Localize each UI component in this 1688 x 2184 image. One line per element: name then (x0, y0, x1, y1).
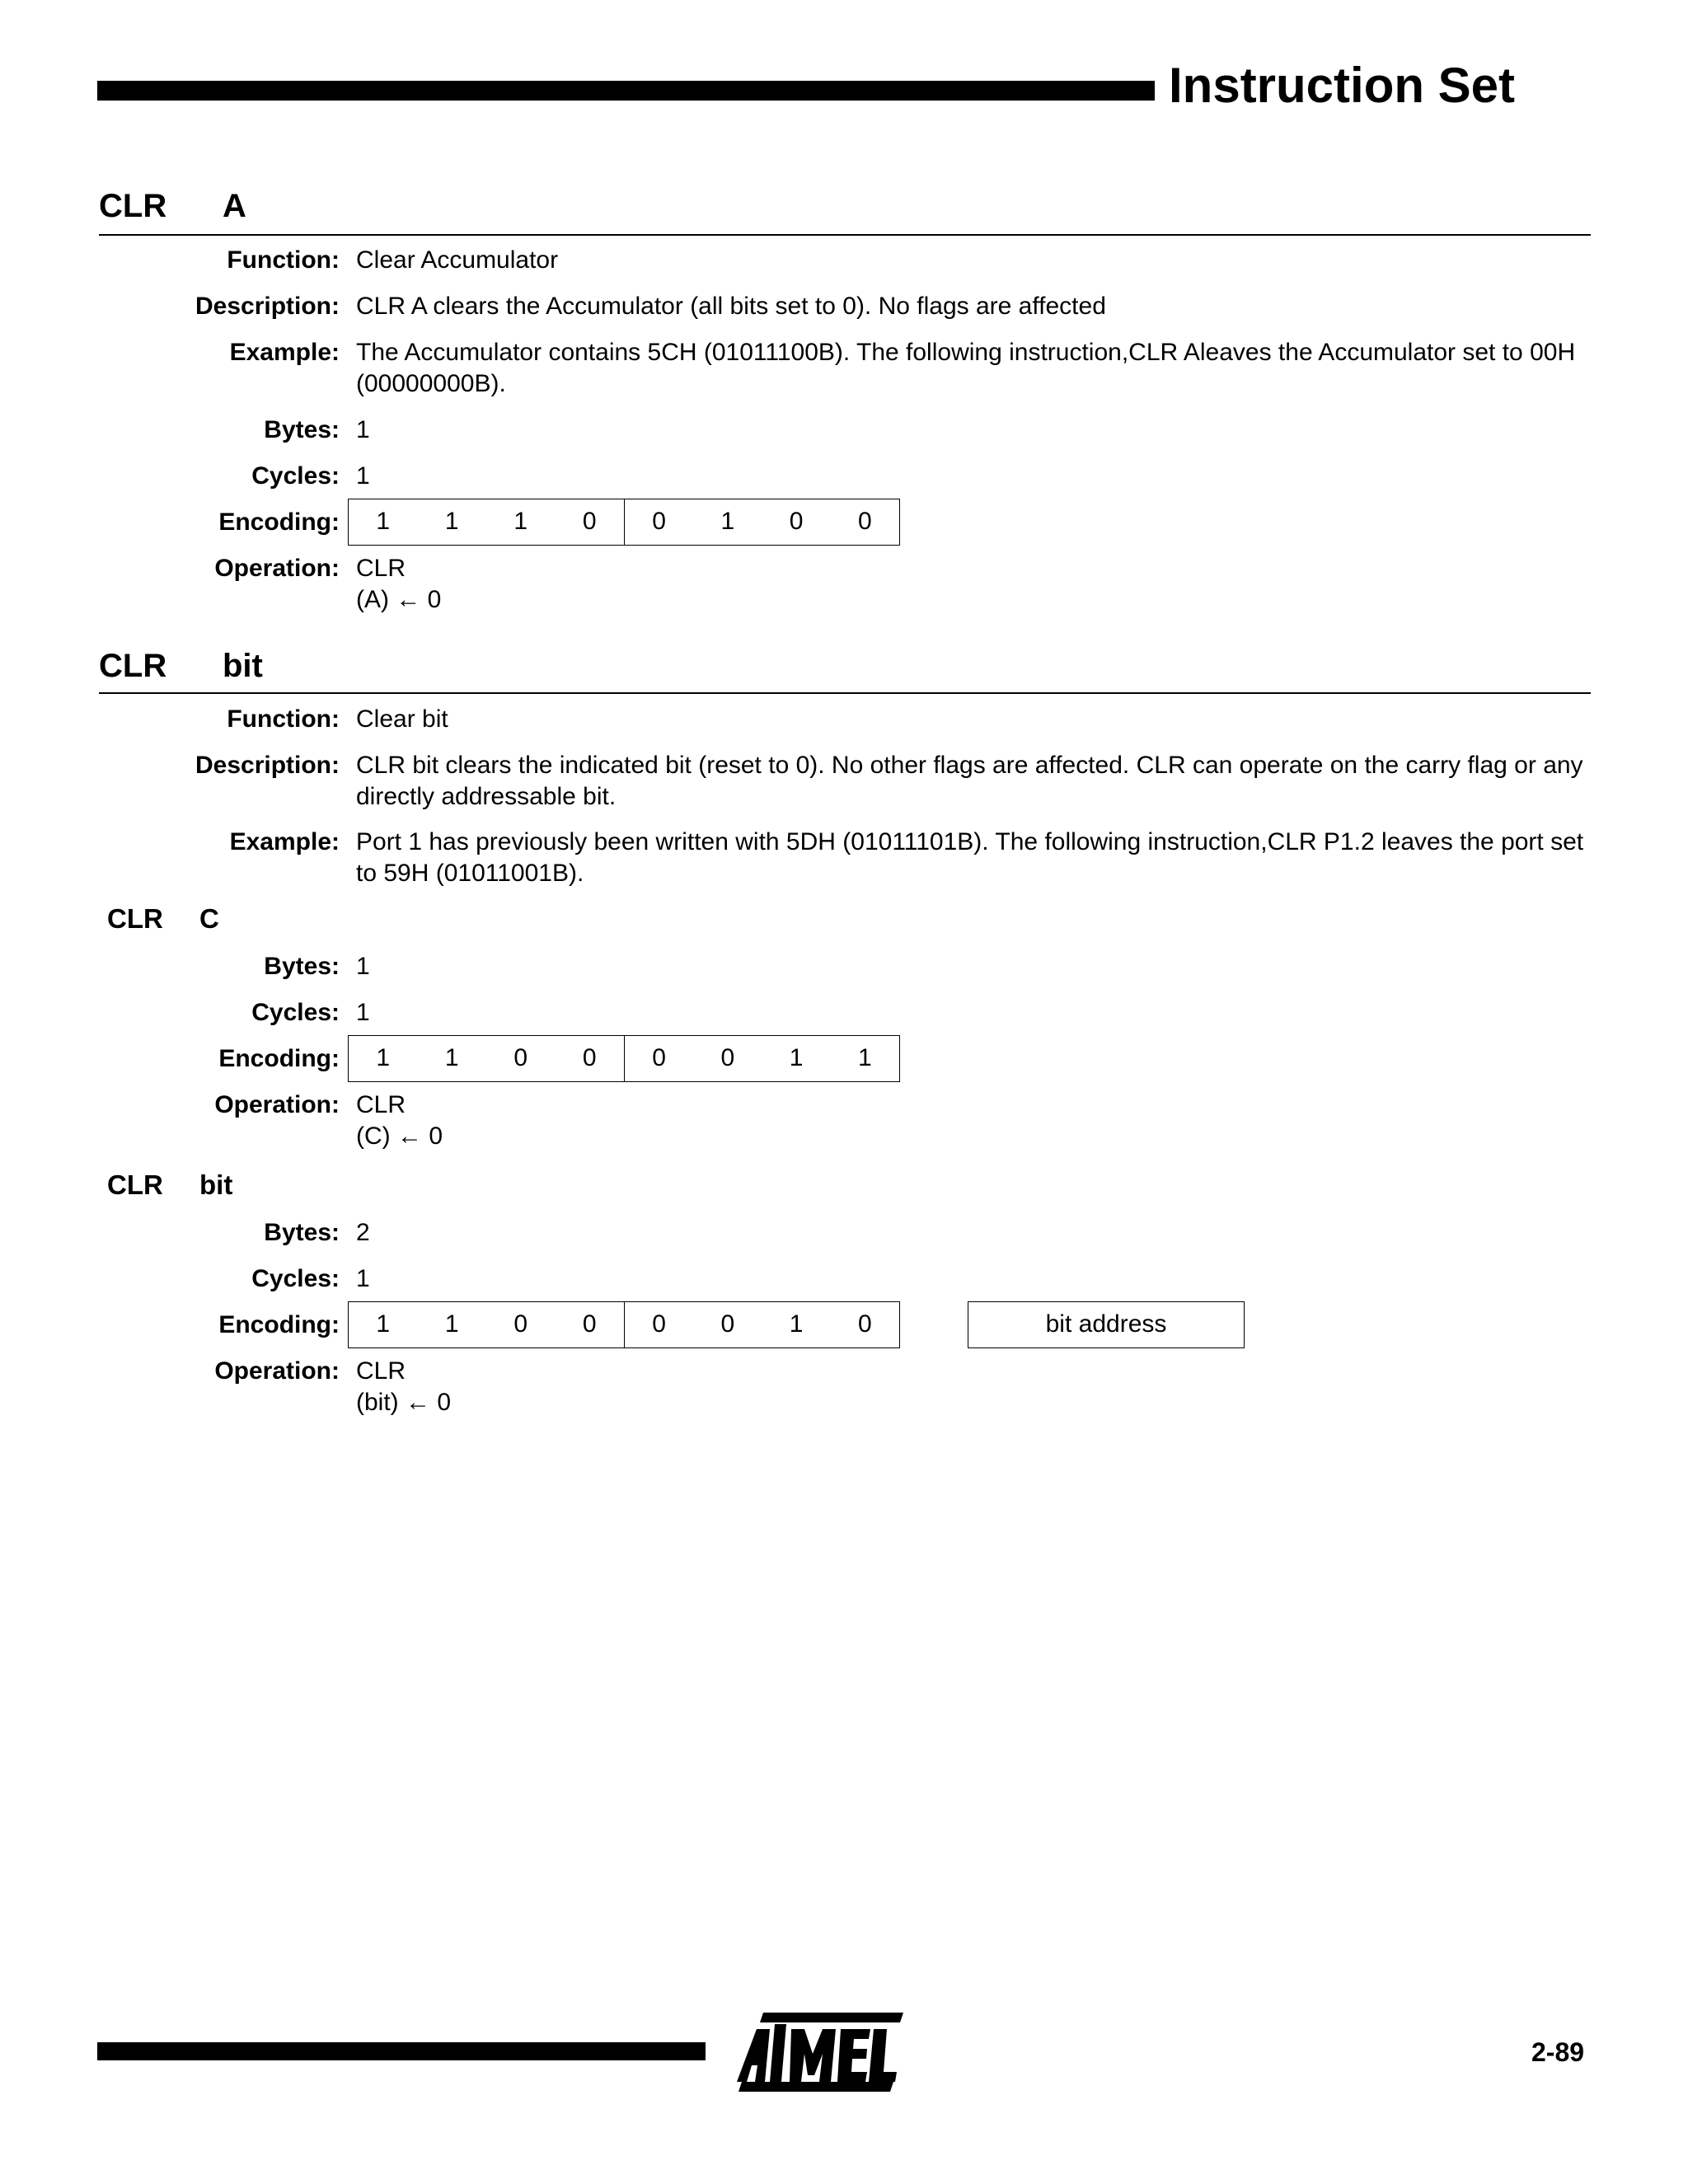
footer-rule (97, 2042, 706, 2060)
header-rule (97, 81, 1155, 101)
description-line-2: directly addressable bit. (356, 783, 617, 810)
operation-value (356, 553, 1592, 616)
encoding-bit: 0 (582, 1044, 597, 1071)
encoding-bit: 0 (582, 508, 597, 535)
encoding-bit: 0 (789, 508, 804, 535)
operation-label: Operation: (214, 555, 340, 582)
example-line-1: The Accumulator contains 5CH (01011100B). The following instruction,CLR Aleaves the Accumulator set to 00H (356, 339, 1576, 366)
section-rule (99, 234, 1591, 236)
example-label: Example: (229, 828, 340, 855)
subsection-mnemonic: CLR (107, 1169, 163, 1200)
encoding-bit: 0 (513, 1044, 528, 1071)
operation-line-1: CLR (356, 555, 406, 582)
encoding-bit: 0 (513, 1310, 528, 1338)
encoding-bit: 1 (789, 1044, 804, 1071)
encoding-bit: 0 (720, 1310, 735, 1338)
operation-label: Operation: (214, 1091, 340, 1118)
cycles-label: Cycles: (251, 1265, 340, 1292)
encoding-bit: 1 (444, 1044, 459, 1071)
operation-line-2: (bit) ← 0 (356, 1389, 452, 1416)
page-number: 2-89 (1531, 2037, 1585, 2067)
section-rule (99, 692, 1591, 694)
description-label: Description: (195, 293, 340, 320)
function-label: Function: (227, 705, 340, 733)
section-operand: A (223, 188, 246, 224)
cycles-value: 1 (356, 462, 370, 490)
cycles-label: Cycles: (251, 462, 340, 490)
encoding-bit: 0 (652, 1044, 666, 1071)
example-value (356, 827, 1592, 889)
operation-line-1: CLR (356, 1091, 406, 1118)
encoding-bit: 0 (652, 1310, 666, 1338)
encoding-bit: 0 (858, 1310, 872, 1338)
encoding-bit: 0 (720, 1044, 735, 1071)
cycles-value: 1 (356, 1265, 370, 1292)
encoding-bit: 1 (444, 1310, 459, 1338)
function-value: Clear Accumulator (356, 246, 559, 274)
encoding-low-nibble (624, 1302, 899, 1347)
bytes-label: Bytes: (264, 1219, 340, 1246)
encoding-bit: 1 (513, 508, 528, 535)
description-line-1: CLR bit clears the indicated bit (reset to 0). No other flags are affected. CLR can operate on the carry flag or any (356, 752, 1583, 779)
cycles-value: 1 (356, 999, 370, 1026)
example-value (356, 337, 1592, 400)
subsection-operand: bit (199, 1169, 233, 1200)
subsection-title-clr-bit (107, 1169, 233, 1202)
subsection-operand: C (199, 903, 219, 934)
function-value: Clear bit (356, 705, 448, 733)
bytes-label: Bytes: (264, 416, 340, 443)
encoding-bit: 1 (858, 1044, 872, 1071)
description-value: CLR A clears the Accumulator (all bits set to 0). No flags are affected (356, 293, 1106, 320)
encoding-bit: 0 (652, 508, 666, 535)
bytes-value: 1 (356, 953, 370, 980)
bytes-value: 2 (356, 1219, 370, 1246)
encoding-bit: 1 (444, 508, 459, 535)
section-operand: bit (223, 648, 263, 684)
bytes-label: Bytes: (264, 953, 340, 980)
section-mnemonic: CLR (99, 648, 167, 684)
encoding-box (348, 499, 900, 546)
encoding-low-nibble (624, 1036, 899, 1081)
page-title: Instruction Set (1169, 58, 1516, 113)
section-title-clr-bit (99, 646, 263, 686)
operation-value (356, 1356, 1592, 1418)
encoding-bit: 1 (376, 1044, 391, 1071)
encoding-bit: 1 (376, 508, 391, 535)
encoding-label: Encoding: (218, 1311, 340, 1338)
operation-line-2: (C) ← 0 (356, 1122, 443, 1150)
section-mnemonic: CLR (99, 188, 167, 224)
operation-line-1: CLR (356, 1357, 406, 1385)
encoding-high-nibble (349, 499, 624, 545)
atmel-logo (732, 2011, 905, 2093)
example-line-2: to 59H (01011001B). (356, 860, 584, 887)
description-value (356, 750, 1592, 813)
section-title-clr-a (99, 186, 246, 226)
encoding-label: Encoding: (218, 1045, 340, 1072)
encoding-bit: 1 (789, 1310, 804, 1338)
encoding-bit: 0 (858, 508, 872, 535)
cycles-label: Cycles: (251, 999, 340, 1026)
subsection-mnemonic: CLR (107, 903, 163, 934)
encoding-low-nibble (624, 499, 899, 545)
bit-address-box: bit address (968, 1301, 1245, 1348)
subsection-title-clr-c (107, 902, 219, 935)
encoding-bit: 1 (376, 1310, 391, 1338)
encoding-high-nibble (349, 1302, 624, 1347)
encoding-bit: 0 (582, 1310, 597, 1338)
example-line-2: (00000000B). (356, 370, 506, 397)
encoding-bit: 1 (720, 508, 735, 535)
encoding-box (348, 1301, 900, 1348)
function-label: Function: (227, 246, 340, 274)
bytes-value: 1 (356, 416, 370, 443)
operation-value (356, 1090, 1592, 1152)
encoding-box (348, 1035, 900, 1082)
example-label: Example: (229, 339, 340, 366)
operation-label: Operation: (214, 1357, 340, 1385)
operation-line-2: (A) ← 0 (356, 586, 442, 613)
encoding-label: Encoding: (218, 509, 340, 536)
encoding-high-nibble (349, 1036, 624, 1081)
example-line-1: Port 1 has previously been written with 5DH (01011101B). The following instruction,CLR P1.2 leaves the port set (356, 828, 1584, 855)
description-label: Description: (195, 752, 340, 779)
